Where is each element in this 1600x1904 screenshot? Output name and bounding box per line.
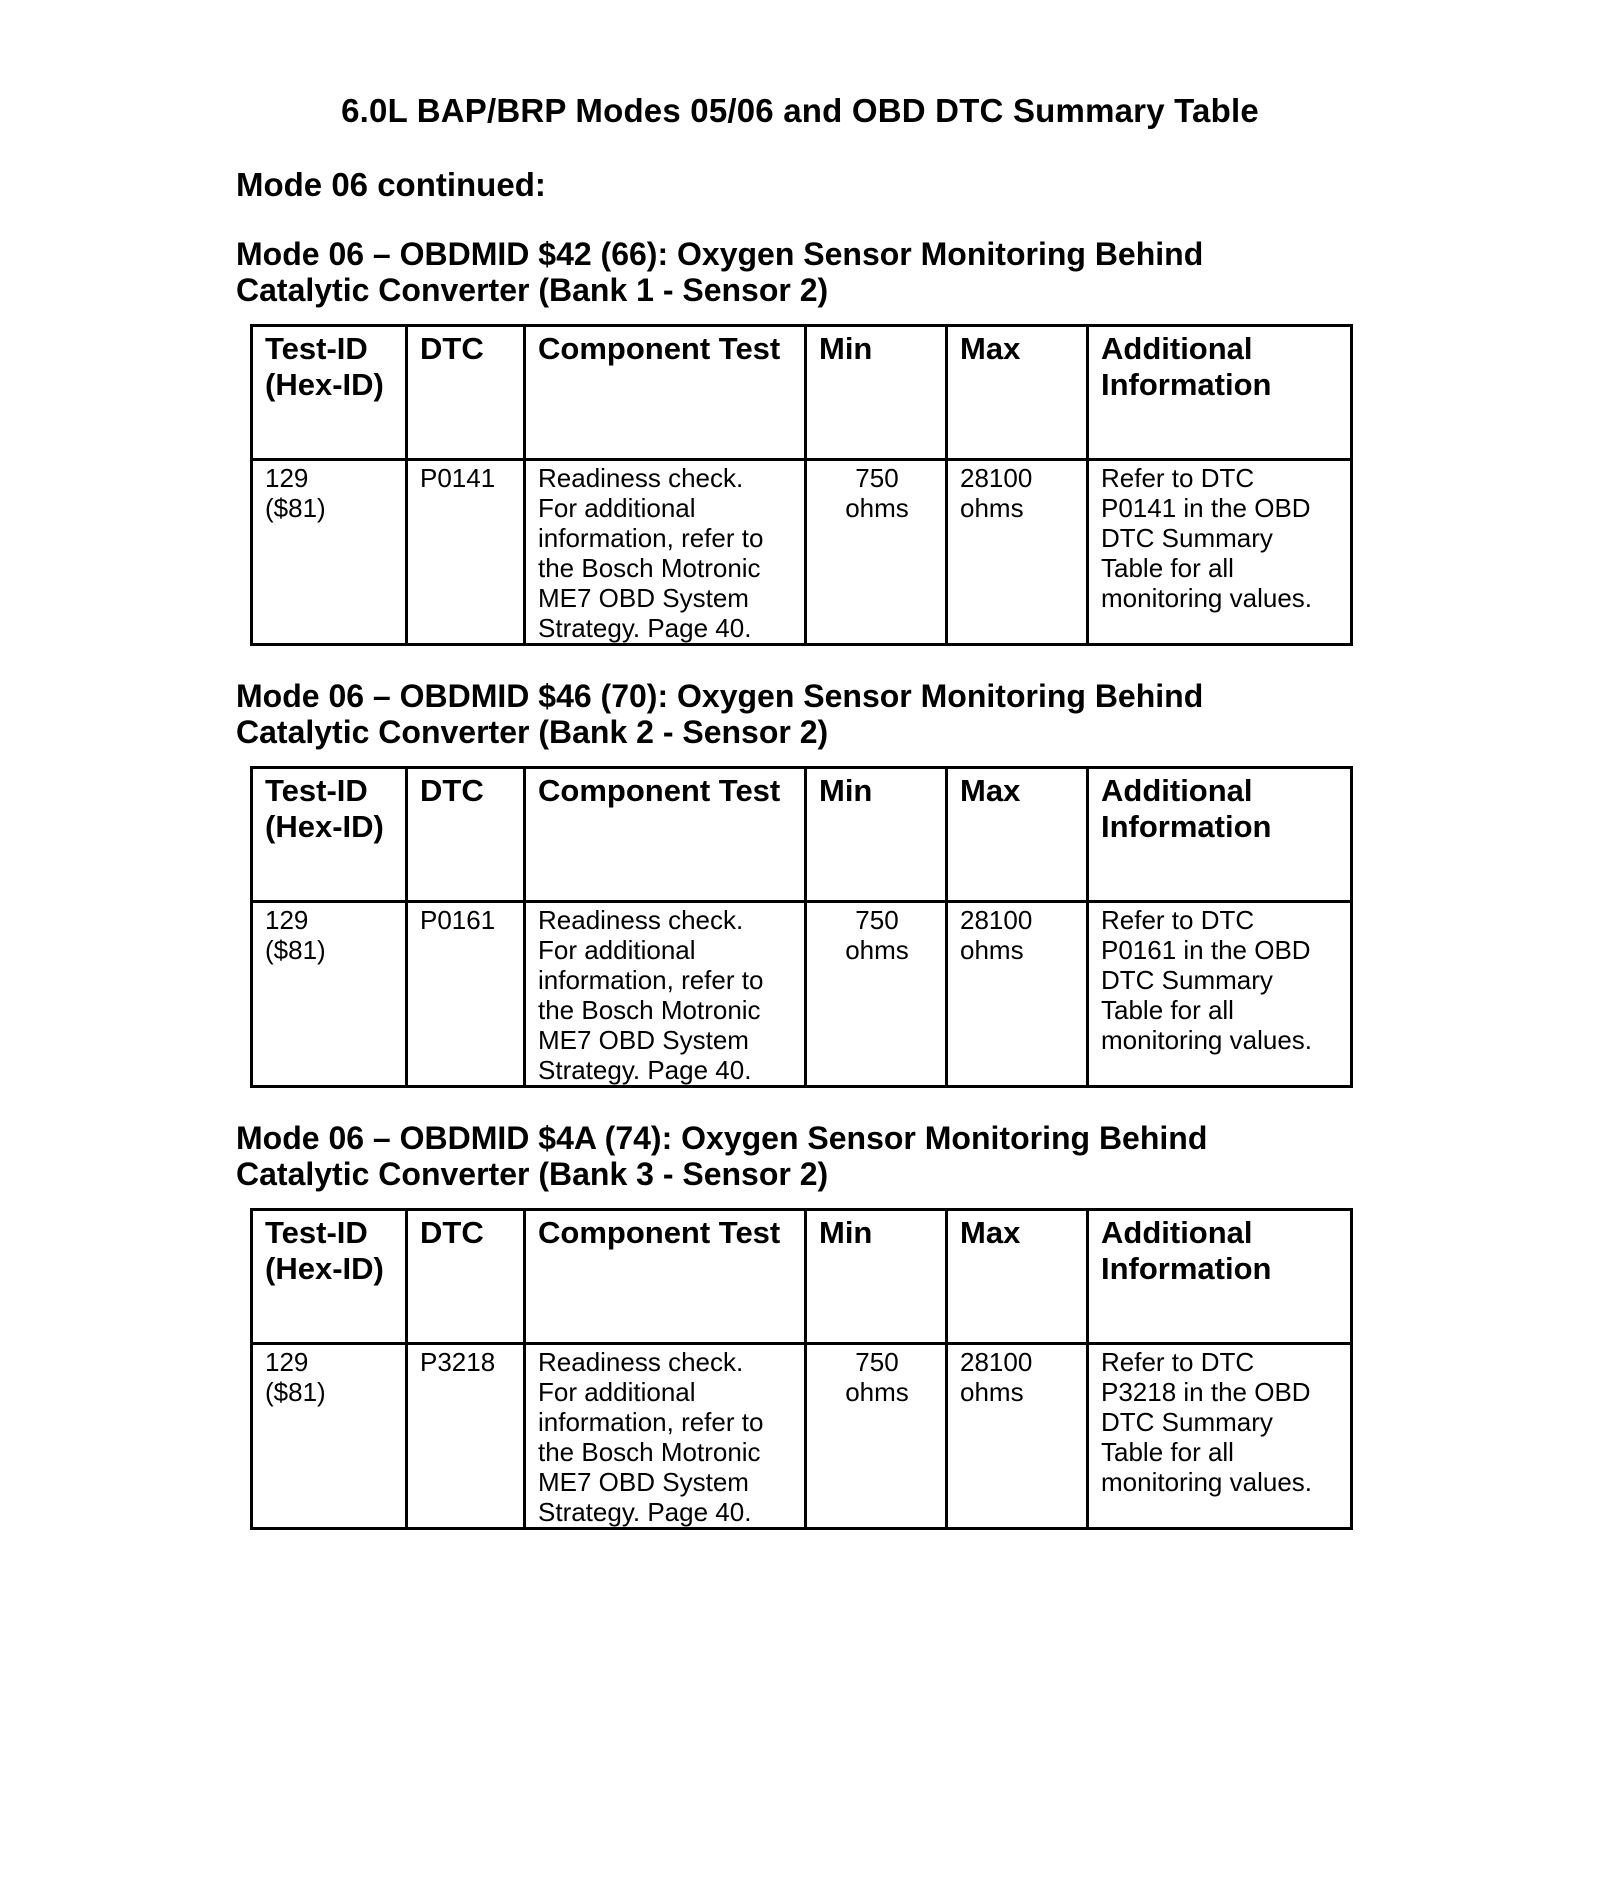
header-min: Min	[806, 1210, 947, 1344]
cell-additional-information: Refer to DTC P0141 in the OBD DTC Summary Table for all monitoring values.	[1088, 460, 1352, 645]
cell-dtc: P0161	[407, 902, 525, 1087]
cell-dtc: P3218	[407, 1344, 525, 1529]
dtc-table-bank-1	[250, 324, 1353, 646]
dtc-table-bank-3	[250, 1208, 1353, 1530]
header-min: Min	[806, 326, 947, 460]
header-dtc: DTC	[407, 768, 525, 902]
table-header-row	[252, 768, 1352, 902]
cell-component-test: Readiness check. For additional information, refer to the Bosch Motronic ME7 OBD System Strategy. Page 40.	[525, 902, 806, 1087]
header-min: Min	[806, 768, 947, 902]
page-title: 6.0L BAP/BRP Modes 05/06 and OBD DTC Summary Table	[341, 92, 1259, 129]
cell-test-id: 129 ($81)	[252, 902, 407, 1087]
cell-test-id: 129 ($81)	[252, 1344, 407, 1529]
table-row	[252, 1344, 1352, 1529]
cell-min: 750 ohms	[806, 1344, 947, 1529]
header-test-id: Test-ID (Hex-ID)	[252, 326, 407, 460]
header-component-test: Component Test	[525, 326, 806, 460]
header-dtc: DTC	[407, 1210, 525, 1344]
dtc-table-bank-2	[250, 766, 1353, 1088]
cell-component-test: Readiness check. For additional information, refer to the Bosch Motronic ME7 OBD System Strategy. Page 40.	[525, 460, 806, 645]
header-test-id: Test-ID (Hex-ID)	[252, 1210, 407, 1344]
header-component-test: Component Test	[525, 768, 806, 902]
mode-06-continued-label: Mode 06 continued:	[236, 166, 546, 203]
section-heading-bank-3: Mode 06 – OBDMID $4A (74): Oxygen Sensor Monitoring Behind Catalytic Converter (Bank 3 - Sensor 2)	[236, 1120, 1208, 1192]
table-header-row	[252, 326, 1352, 460]
cell-test-id: 129 ($81)	[252, 460, 407, 645]
table-row	[252, 460, 1352, 645]
header-component-test: Component Test	[525, 1210, 806, 1344]
cell-max: 28100 ohms	[947, 460, 1088, 645]
cell-min: 750 ohms	[806, 902, 947, 1087]
header-max: Max	[947, 768, 1088, 902]
header-max: Max	[947, 1210, 1088, 1344]
cell-min: 750 ohms	[806, 460, 947, 645]
table-row	[252, 902, 1352, 1087]
section-heading-bank-2: Mode 06 – OBDMID $46 (70): Oxygen Sensor Monitoring Behind Catalytic Converter (Bank 2 - Sensor 2)	[236, 678, 1204, 750]
cell-max: 28100 ohms	[947, 902, 1088, 1087]
cell-dtc: P0141	[407, 460, 525, 645]
header-additional-information: Additional Information	[1088, 326, 1352, 460]
cell-additional-information: Refer to DTC P0161 in the OBD DTC Summary Table for all monitoring values.	[1088, 902, 1352, 1087]
header-dtc: DTC	[407, 326, 525, 460]
cell-max: 28100 ohms	[947, 1344, 1088, 1529]
header-test-id: Test-ID (Hex-ID)	[252, 768, 407, 902]
section-heading-bank-1: Mode 06 – OBDMID $42 (66): Oxygen Sensor Monitoring Behind Catalytic Converter (Bank 1 - Sensor 2)	[236, 236, 1204, 308]
cell-component-test: Readiness check. For additional information, refer to the Bosch Motronic ME7 OBD System Strategy. Page 40.	[525, 1344, 806, 1529]
header-additional-information: Additional Information	[1088, 768, 1352, 902]
header-max: Max	[947, 326, 1088, 460]
table-header-row	[252, 1210, 1352, 1344]
cell-additional-information: Refer to DTC P3218 in the OBD DTC Summary Table for all monitoring values.	[1088, 1344, 1352, 1529]
header-additional-information: Additional Information	[1088, 1210, 1352, 1344]
